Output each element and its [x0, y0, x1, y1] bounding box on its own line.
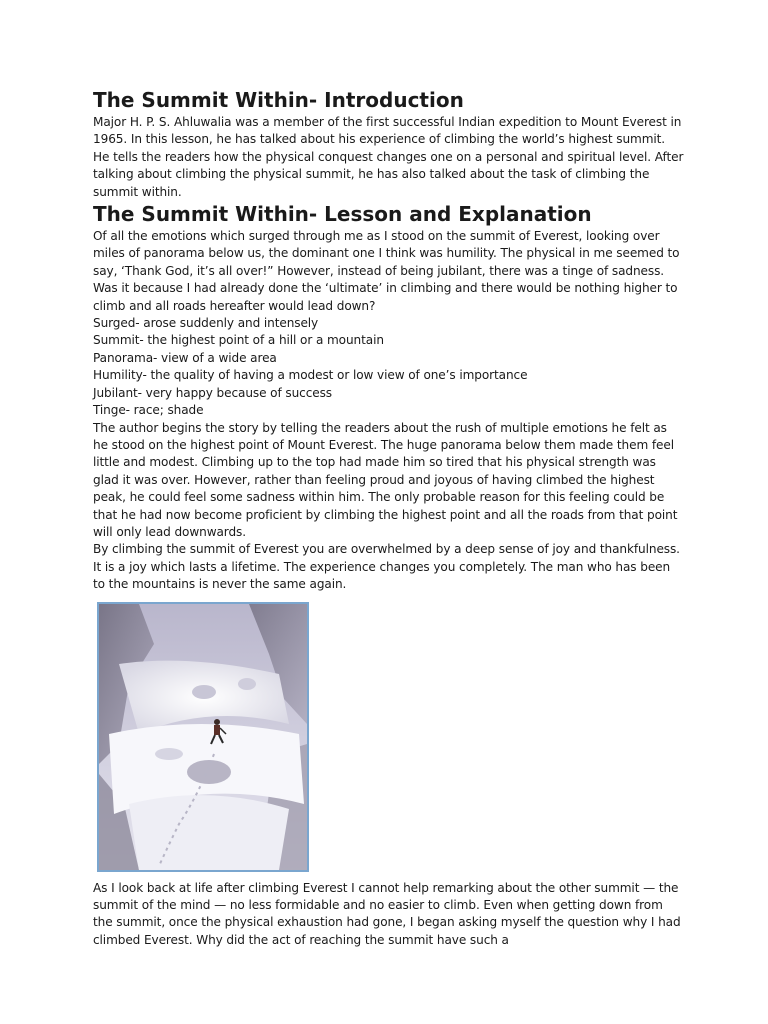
- vocabulary-item: Jubilant- very happy because of success: [93, 385, 332, 400]
- vocabulary-item: Tinge- race; shade: [93, 403, 204, 418]
- intro-heading: The Summit Within- Introduction: [93, 88, 464, 112]
- lesson-heading: The Summit Within- Lesson and Explanation: [93, 202, 592, 227]
- lesson-paragraph-2: The author begins the story by telling the readers about the rush of multiple emotions he felt as he stood on the highest point of Mount Everest. The huge panorama below them made them feel little and modest. Climbing up to the top had made him so tired that his physical strength was glad it was over. However, rather than feeling proud and joyous of having climbed the highest peak, he could feel some sadness within him. The only probable reason for this feeling could be that he had now become proficient by climbing the highest point and all the roads from that point will only lead downwards.: [93, 420, 678, 539]
- vocabulary-list: [93, 315, 685, 419]
- lesson-paragraph-4: As I look back at life after climbing Everest I cannot help remarking about the other summit — the summit of the mind — no less formidable and no easier to climb. Even when getting down from the summit, once the physical exhaustion had gone, I began asking myself the question why I had climbed Everest. Why did the act of reaching the summit have such a: [93, 880, 681, 947]
- vocabulary-item: Surged- arose suddenly and intensely: [93, 316, 319, 331]
- vocabulary-item: Humility- the quality of having a modest or low view of one’s importance: [93, 368, 528, 383]
- vocabulary-item: Summit- the highest point of a hill or a mountain: [93, 333, 384, 348]
- lesson-paragraph-3: By climbing the summit of Everest you are overwhelmed by a deep sense of joy and thankfulness. It is a joy which lasts a lifetime. The experience changes you completely. The man who has been to the mountains is never the same again.: [93, 542, 680, 592]
- intro-paragraph: Major H. P. S. Ahluwalia was a member of the first successful Indian expedition to Mount Everest in 1965. In this lesson, he has talked about his experience of climbing the world’s highest summit. He tells the readers how the physical conquest changes one on a personal and spiritual level. After talking about climbing the physical summit, he has also talked about the task of climbing the summit within.: [93, 115, 684, 199]
- snow-mountain-illustration: [99, 604, 307, 870]
- document-page: [93, 88, 685, 949]
- mountain-climber-photo: [97, 602, 309, 872]
- lesson-paragraph-1: Of all the emotions which surged through me as I stood on the summit of Everest, looking over miles of panorama below us, the dominant one I think was humility. The physical in me seemed to say, ‘Thank God, it’s all over!” However, instead of being jubilant, there was a tinge of sadness. Was it because I had already done the ‘ultimate’ in climbing and there would be nothing higher to climb and all roads hereafter would lead down?: [93, 229, 680, 313]
- vocabulary-item: Panorama- view of a wide area: [93, 350, 277, 365]
